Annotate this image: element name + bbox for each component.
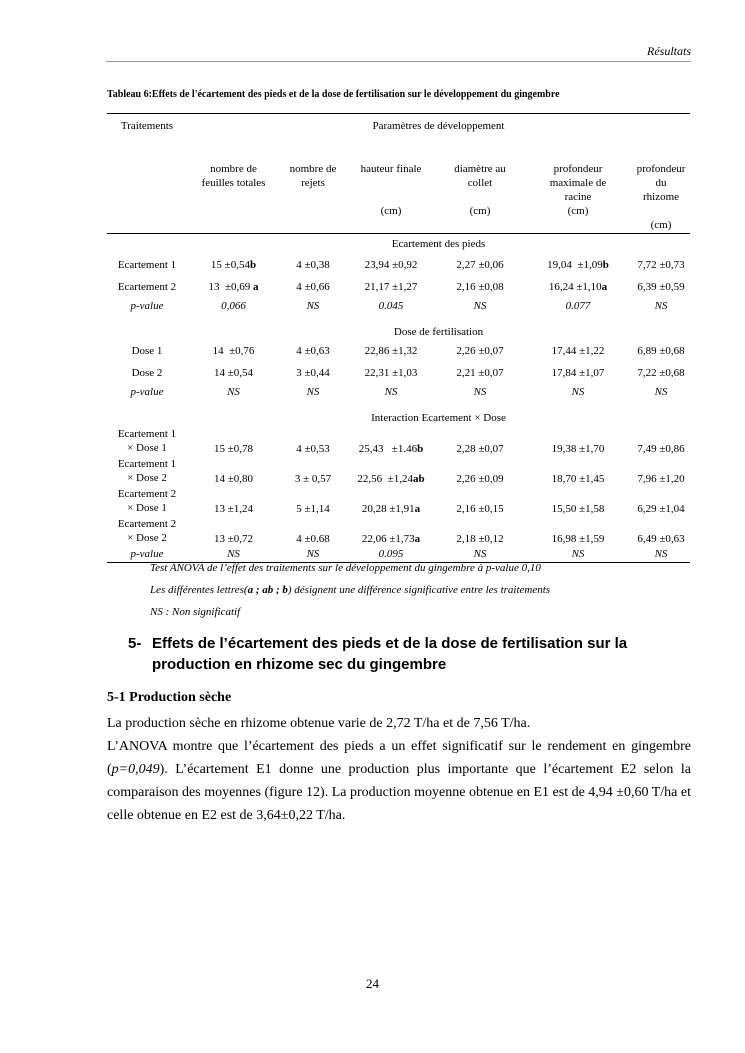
pvalue-cell: 0.077 bbox=[565, 300, 591, 312]
column-header-line bbox=[632, 204, 690, 218]
data-cell: 5 ±1,14 bbox=[296, 503, 330, 515]
pvalue-cell: NS bbox=[306, 386, 320, 398]
pvalue-cell: 0.045 bbox=[378, 300, 404, 312]
data-cell: 7,72 ±0,73 bbox=[637, 259, 685, 271]
pvalue-cell: NS bbox=[654, 547, 668, 560]
data-cell: 18,70 ±1,45 bbox=[551, 473, 605, 485]
data-cell: 17,44 ±1,22 bbox=[551, 345, 605, 357]
data-cell: 20,28 ±1,91a bbox=[361, 503, 421, 515]
data-cell: 22,06 ±1,73a bbox=[361, 533, 421, 545]
column-header-line: feuilles totales bbox=[201, 176, 266, 189]
data-cell: 7,96 ±1,20 bbox=[637, 473, 685, 485]
column-unit bbox=[187, 204, 280, 218]
data-cell: 4 ±0,63 bbox=[296, 345, 330, 357]
data-cell: 21,17 ±1,27 bbox=[364, 281, 418, 293]
column-header-line bbox=[436, 190, 524, 204]
data-cell: 2,26 ±0,09 bbox=[456, 473, 504, 485]
header-rule bbox=[106, 61, 691, 62]
column-header-line bbox=[187, 190, 280, 204]
pvalue-cell: NS bbox=[571, 386, 585, 398]
note-ns: NS : Non significatif bbox=[150, 606, 241, 618]
data-cell: 2,16 ±0,15 bbox=[456, 503, 504, 515]
data-cell: 23,94 ±0,92 bbox=[364, 259, 418, 271]
pvalue-label: p-value bbox=[130, 386, 164, 398]
row-label: Ecartement 2 × Dose 2 bbox=[117, 518, 177, 544]
column-header-line: rhizome bbox=[642, 190, 680, 203]
column-header-line bbox=[346, 176, 436, 190]
section-title-row bbox=[107, 400, 690, 426]
data-cell: 4 ±0,66 bbox=[296, 281, 330, 293]
column-header-line: profondeur bbox=[553, 162, 603, 175]
data-cell: 7,49 ±0,86 bbox=[637, 443, 685, 455]
column-unit: (cm) bbox=[469, 204, 491, 217]
data-cell: 22,31 ±1,03 bbox=[364, 367, 418, 379]
pvalue-row bbox=[107, 298, 690, 314]
pvalue-row bbox=[107, 384, 690, 400]
row-label: Dose 2 bbox=[131, 367, 163, 379]
row-label: Ecartement 1 × Dose 2 bbox=[117, 458, 177, 484]
column-unit: (cm) bbox=[380, 204, 402, 217]
data-cell: 6,49 ±0,63 bbox=[637, 533, 685, 545]
col-treatments-header: Traitements bbox=[120, 119, 174, 132]
row-label: Ecartement 1 bbox=[117, 259, 177, 271]
data-cell: 22,86 ±1,32 bbox=[364, 345, 418, 357]
table-row bbox=[107, 426, 690, 456]
pvalue-cell: NS bbox=[654, 300, 668, 312]
column-header-line bbox=[280, 190, 346, 204]
data-cell: 14 ±0,54 bbox=[213, 367, 254, 379]
column-header bbox=[346, 162, 436, 234]
column-header-line: hauteur finale bbox=[360, 162, 422, 175]
pvalue-cell: NS bbox=[227, 547, 240, 560]
column-header-line: profondeur du bbox=[636, 162, 686, 189]
note-letters: Les différentes lettres(a ; ab ; b) désignent une différence significative entre les traitements bbox=[150, 584, 551, 596]
paragraph-line: La production sèche en rhizome obtenue varie de 2,72 T/ha et de 7,56 T/ha. bbox=[107, 716, 531, 731]
column-header bbox=[187, 162, 280, 234]
section-title-cell: Ecartement des pieds bbox=[391, 237, 486, 250]
section-heading bbox=[128, 633, 693, 675]
data-cell: 19,38 ±1,70 bbox=[551, 443, 605, 455]
data-cell: 6,89 ±0,68 bbox=[637, 345, 685, 357]
column-header-line: collet bbox=[467, 176, 493, 189]
row-label: Ecartement 2 × Dose 1 bbox=[117, 488, 177, 514]
column-header bbox=[436, 162, 524, 234]
column-header-line: nombre de bbox=[210, 162, 257, 175]
paragraph-anova: L’ANOVA montre que l’écartement des pieds a un effet significatif sur le rendement en gingembre (p=0,049). L’écartement E1 donne une production plus importante que l’écartement E2 selon la comparaison des moyennes (figure 12). La production moyenne obtenue en E1 est de 4,94 ±0,60 T/ha et celle obtenue en E2 est de 3,64±0,22 T/ha. bbox=[107, 739, 691, 823]
data-cell: 6,39 ±0,59 bbox=[637, 281, 685, 293]
pvalue-cell: 0,066 bbox=[221, 300, 246, 312]
body-text bbox=[107, 712, 691, 827]
row-label: Ecartement 1 × Dose 1 bbox=[117, 428, 177, 454]
column-header-line: diamètre au bbox=[454, 162, 506, 175]
pvalue-cell: NS bbox=[473, 386, 487, 398]
column-header-line: maximale de bbox=[549, 176, 607, 189]
row-label: Dose 1 bbox=[131, 345, 163, 357]
data-cell: 14 ±0,76 bbox=[212, 345, 255, 357]
pvalue-cell: 0.095 bbox=[378, 547, 404, 560]
column-unit: (cm) bbox=[567, 204, 589, 217]
col-params-header: Paramètres de développement bbox=[372, 119, 505, 132]
pvalue-label: p-value bbox=[130, 547, 164, 560]
pvalue-cell: NS bbox=[473, 547, 487, 560]
section-number: 5- bbox=[128, 635, 142, 652]
pvalue-label: p-value bbox=[130, 300, 164, 312]
pvalue-cell: NS bbox=[306, 300, 320, 312]
data-cell: 17,84 ±1,07 bbox=[551, 367, 605, 379]
column-unit: (cm) bbox=[650, 218, 672, 231]
column-header bbox=[632, 162, 690, 234]
table-row bbox=[107, 456, 690, 486]
header-title: Résultats bbox=[647, 44, 691, 58]
data-cell: 3 ± 0,57 bbox=[294, 473, 332, 485]
data-cell: 15 ±0,78 bbox=[213, 443, 254, 455]
column-header bbox=[280, 162, 346, 234]
table-row bbox=[107, 486, 690, 516]
data-cell: 3 ±0,44 bbox=[296, 367, 330, 379]
table-row bbox=[107, 254, 690, 276]
note-anova: Test ANOVA de l’effet des traitements sur le développement du gingembre à p-value 0,10 bbox=[150, 562, 541, 574]
data-cell: 14 ±0,80 bbox=[213, 473, 254, 485]
data-cell: 4 ±0,38 bbox=[296, 259, 330, 271]
pvalue-cell: NS bbox=[571, 547, 585, 560]
results-table bbox=[107, 113, 690, 563]
column-header-line: racine bbox=[564, 190, 592, 203]
data-cell: 2,28 ±0,07 bbox=[456, 443, 504, 455]
table-notes bbox=[150, 557, 550, 623]
column-header bbox=[524, 162, 632, 234]
data-cell: 13 ±0,72 bbox=[213, 533, 254, 545]
row-label: Ecartement 2 bbox=[117, 281, 177, 293]
column-header-line: rejets bbox=[301, 176, 325, 189]
table-caption: Tableau 6:Effets de l'écartement des pieds et de la dose de fertilisation sur le développement du gingembre bbox=[107, 89, 560, 100]
data-cell: 19,04 ±1,09b bbox=[547, 259, 609, 271]
data-cell: 4 ±0.68 bbox=[296, 533, 330, 545]
pvalue-cell: NS bbox=[473, 300, 487, 312]
subheader-empty bbox=[107, 162, 187, 234]
pvalue-cell: NS bbox=[227, 386, 240, 398]
data-cell: 15,50 ±1,58 bbox=[551, 503, 605, 515]
data-cell: 2,21 ±0,07 bbox=[456, 367, 504, 379]
data-cell: 7,22 ±0,68 bbox=[637, 367, 685, 379]
data-cell: 2,26 ±0,07 bbox=[456, 345, 504, 357]
pvalue-cell: NS bbox=[654, 386, 668, 398]
pvalue-cell: NS bbox=[384, 386, 398, 398]
section-title-row bbox=[107, 233, 690, 254]
table-header-row bbox=[107, 114, 690, 138]
data-cell: 4 ±0,53 bbox=[296, 443, 330, 455]
data-cell: 13 ±0,69 a bbox=[208, 281, 259, 293]
data-cell: 2,18 ±0,12 bbox=[456, 533, 504, 545]
table-row bbox=[107, 276, 690, 298]
section-title-row bbox=[107, 314, 690, 340]
pvalue-cell: NS bbox=[306, 547, 320, 560]
section-title-cell: Interaction Ecartement × Dose bbox=[371, 412, 506, 424]
table-row bbox=[107, 340, 690, 362]
data-cell: 2,16 ±0,08 bbox=[456, 281, 504, 293]
column-unit bbox=[280, 204, 346, 218]
data-cell: 16,24 ±1,10a bbox=[548, 281, 608, 293]
page-number: 24 bbox=[366, 976, 379, 991]
column-header-line: nombre de bbox=[289, 162, 337, 175]
table-row bbox=[107, 362, 690, 384]
subsection-title: 5-1 Production sèche bbox=[107, 690, 232, 705]
data-cell: 2,27 ±0,06 bbox=[456, 259, 504, 271]
column-header-line bbox=[346, 190, 436, 204]
section-title: Effets de l’écartement des pieds et de la dose de fertilisation sur la production en rhizome sec du gingembre bbox=[152, 635, 628, 673]
data-cell: 13 ±1,24 bbox=[213, 503, 254, 515]
table-row bbox=[107, 516, 690, 546]
subheader-row bbox=[107, 162, 690, 234]
data-cell: 15 ±0,54b bbox=[210, 259, 257, 271]
data-cell: 22,56 ±1,24ab bbox=[357, 473, 425, 485]
data-cell: 6,29 ±1,04 bbox=[637, 503, 685, 515]
data-cell: 16,98 ±1,59 bbox=[551, 533, 605, 545]
section-title-cell: Dose de fertilisation bbox=[393, 326, 484, 338]
data-cell: 25,43 ±1.46b bbox=[358, 443, 424, 455]
